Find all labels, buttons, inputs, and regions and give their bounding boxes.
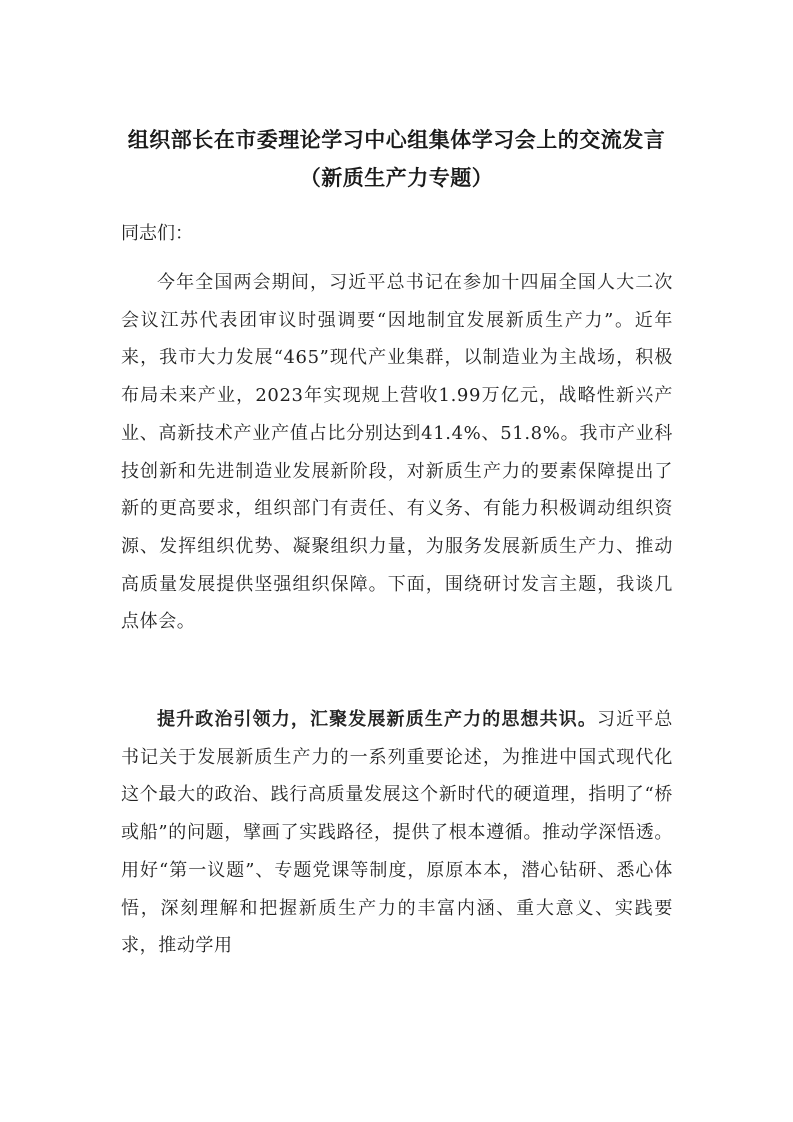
paragraph-heading: 提升政治引领力，汇聚发展新质生产力的思想共识。 [157,709,597,730]
paragraph-body: 习近平总书记关于发展新质生产力的一系列重要论述，为推进中国式现代化这个最大的政治、践行高质量发展这个新时代的硬道理，指明了“桥或船”的问题，擘画了实践路径，提供了根本遵循。推动学深悟透。用好“第一议题”、专题党课等制度，原原本本，潜心钻研、悉心体悟，深刻理解和把握新质生产力的丰富内涵、重大意义、实践要求，推动学用 [121,709,673,957]
salutation: 同志们： [121,223,193,244]
paragraph-political-leadership [121,701,673,965]
document-title: 组织部长在市委理论学习中心组集体学习会上的交流发言 [127,128,666,152]
paragraph-intro: 今年全国两会期间，习近平总书记在参加十四届全国人大二次会议江苏代表团审议时强调要“因地制宜发展新质生产力”。近年来，我市大力发展“465”现代产业集群，以制造业为主战场，积极布局未来产业，2023年实现规上营收1.99万亿元，战略性新兴产业、高新技术产业产值占比分别达到41.4%、51.8%。我市产业科技创新和先进制造业发展新阶段，对新质生产力的要素保障提出了新的更高要求，组织部门有责任、有义务、有能力积极调动组织资源、发挥组织优势、凝聚组织力量，为服务发展新质生产力、推动高质量发展提供坚强组织保障。下面，围绕研讨发言主题，我谈几点体会。 [121,272,673,633]
document-subtitle: （新质生产力专题） [299,166,494,190]
